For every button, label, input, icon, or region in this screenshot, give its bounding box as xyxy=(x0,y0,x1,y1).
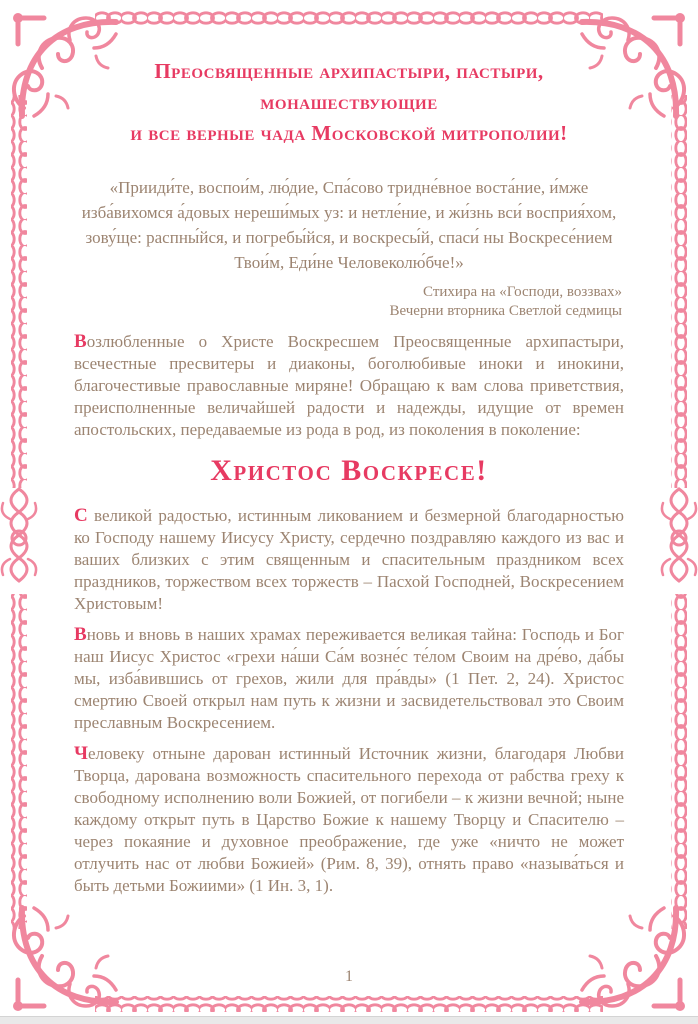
border-chain-bottom xyxy=(95,996,603,1012)
paschal-greeting: Христос Воскресе! xyxy=(210,454,488,487)
border-chain-top xyxy=(95,10,603,26)
paragraph-congratulation xyxy=(74,505,624,615)
title-line-2: монашествующие xyxy=(260,90,438,114)
attribution-line-1: Стихира на «Господи, воззвах» xyxy=(423,284,622,300)
attribution-line-2: Вечерни вторника Светлой седмицы xyxy=(389,303,622,319)
paragraph-great-mystery xyxy=(74,624,624,734)
paragraph-text: новь и вновь в наших храмах переживается великая тайна: Господь и Бог наш Иисус Христос «грехи на́ши Са́м возне́с те́лом Своим на дре́во, да́бы мы, изба́вившись от грехов, жили для пра́вды» (1 Пет. 2, 24). Христос смертию Своей открыл нам путь к жизни и засвидетельствовал это Своим преславным Воскресением. xyxy=(74,625,624,732)
paragraph-initial: В xyxy=(74,624,87,645)
title-line-1: Преосвященные архипастыри, пастыри, xyxy=(154,59,544,83)
paragraph-text: великой радостью, истинным ликованием и безмерной благодарностью ко Господу нашему Иисусу Христу, сердечно поздравляю каждого из вас и ваших близких с этим священным и спасительным праздником всех праздников, торжеством всех торжеств – Пасхой Господней, Воскресением Христовым! xyxy=(74,506,624,613)
page-edge-shadow xyxy=(0,1016,698,1024)
paragraph-text: озлюбленные о Христе Воскресшем Преосвященные архипастыри, всечестные пресвитеры и диаконы, боголюбивые иноки и инокини, благочестивые православные миряне! Обращаю к вам слова приветствия, преисполненные величайшей радости и надежды, идущие от времен апостольских, передаваемые из рода в род, из поколения в поколение: xyxy=(74,332,624,439)
paragraph-initial: Ч xyxy=(74,743,88,764)
document-title xyxy=(74,56,624,149)
border-corner-bottom-left xyxy=(13,908,116,1011)
quote-attribution xyxy=(74,283,622,321)
paragraph-source-of-life xyxy=(74,743,624,897)
paragraph-greeting-address xyxy=(74,331,624,441)
paragraph-text: еловеку отныне дарован истинный Источник жизни, благодаря Любви Творца, дарована возможность спасительного перехода от рабства греху к свободному исполнению воли Божией, от погибели – к жизни вечной; ныне каждому открыт путь в Царство Божие к нашему Творцу и Спасителю – через покаяние и духовное преображение, где уже «ничто не может отлучить нас от любви Божией» (Рим. 8, 39), отнять право «называ́ться и быть детьми Божиими» (1 Ин. 3, 1). xyxy=(74,744,624,895)
paragraph-initial: В xyxy=(74,331,87,352)
opening-hymn-quote: «Прииди́те, воспои́м, лю́дие, Спа́сово тридне́вное воста́ние, и́мже изба́вихомся а́довых нереши́мых уз: и нетле́ние, и жи́знь вси́ восприя́хом, зову́ще: распны́йся, и погребы́йся, и воскресы́й, спаси́ ны Воскресе́нием Твои́м, Еди́не Человеколю́бче!» xyxy=(81,178,617,272)
border-corner-bottom-right xyxy=(582,908,685,1011)
page-number: 1 xyxy=(345,968,353,985)
letter-content xyxy=(74,56,624,906)
title-line-3: и все верные чада Московской митрополии! xyxy=(130,121,568,145)
paragraph-initial: С xyxy=(74,505,88,526)
